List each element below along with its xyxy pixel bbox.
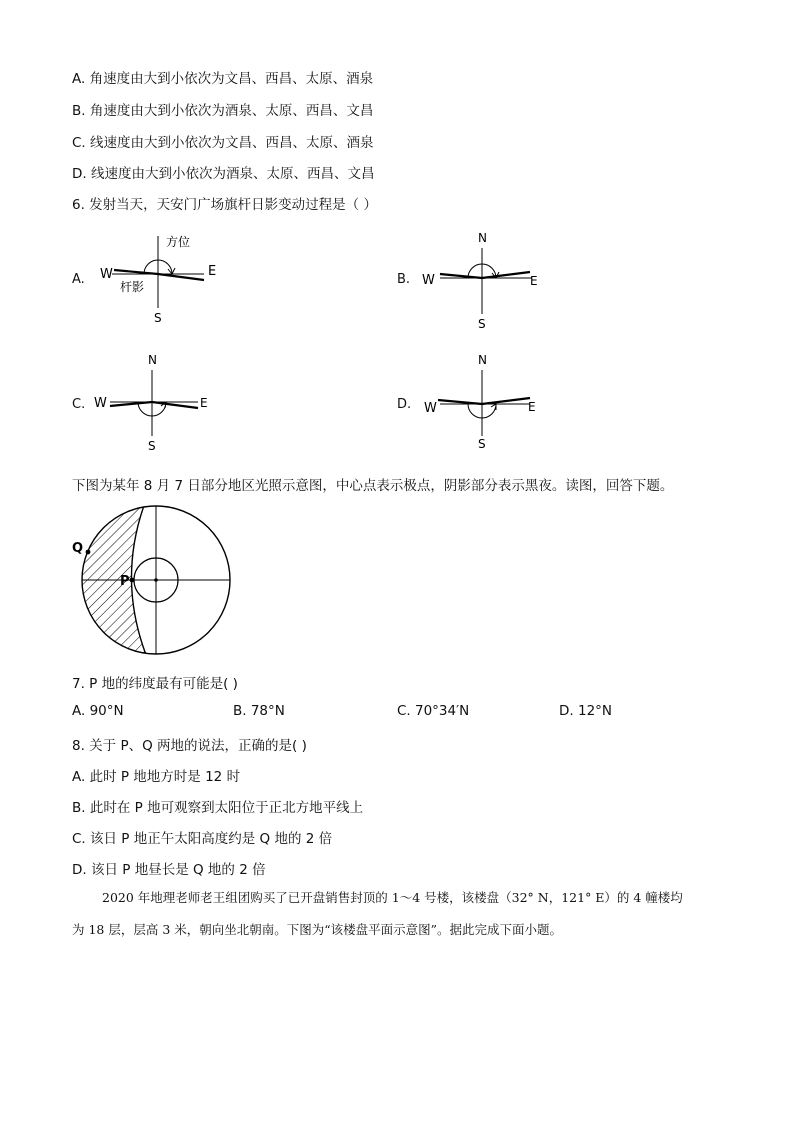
- b-west-label: W: [422, 273, 435, 288]
- q7-option-d: D. 12°N: [559, 703, 613, 719]
- a-west-label: W: [100, 267, 113, 282]
- figure-intro: 下图为某年 8 月 7 日部分地区光照示意图，中心点表示极点，阴影部分表示黑夜。读图，回答下题。: [72, 478, 674, 494]
- q6-label-b: B.: [397, 272, 411, 287]
- shadow-diagram-b: [418, 228, 558, 332]
- passage-line-2: 为 18 层，层高 3 米，朝向坐北朝南。下图为“该楼盘平面示意图”。据此完成下面小题。: [72, 922, 563, 937]
- passage-line-1-text: 2020 年地理老师老王组团购买了已开盘销售封顶的 1～4 号楼，该楼盘（32° N，121° E）的 4 幢楼均: [102, 890, 683, 905]
- d-west-label: W: [424, 401, 437, 416]
- point-p: [130, 578, 135, 583]
- q8-option-a: A. 此时 P 地地方时是 12 时: [72, 769, 241, 785]
- passage: [72, 882, 724, 946]
- pole-point: [154, 578, 158, 582]
- q-label: Q: [72, 541, 84, 556]
- q6-label-d: D.: [397, 397, 412, 412]
- d-north-label: N: [478, 353, 487, 367]
- c-west-label: W: [94, 396, 107, 411]
- a-south-label: S: [154, 311, 162, 325]
- q7-option-b: B. 78°N: [233, 703, 285, 719]
- q7-stem: 7. P 地的纬度最有可能是( ): [72, 676, 238, 692]
- shadow-diagram-c: [90, 350, 230, 454]
- shadow-diagram-d: [418, 350, 558, 454]
- b-east-label: E: [530, 274, 538, 288]
- q5-option-d: D. 线速度由大到小依次为酒泉、太原、西昌、文昌: [72, 166, 375, 182]
- polar-illumination-figure: [68, 500, 238, 660]
- point-q: [86, 550, 91, 555]
- d-east-label: E: [528, 400, 536, 414]
- q6-label-a: A.: [72, 272, 85, 287]
- q5-option-b: B. 角速度由大到小依次为酒泉、太原、西昌、文昌: [72, 103, 374, 119]
- q7-option-a: A. 90°N: [72, 703, 124, 719]
- q8-option-c: C. 该日 P 地正午太阳高度约是 Q 地的 2 倍: [72, 831, 333, 847]
- q8-option-b: B. 此时在 P 地可观察到太阳位于正北方地平线上: [72, 800, 364, 816]
- q7-option-c: C. 70°34′N: [397, 703, 470, 719]
- p-label: P: [120, 574, 130, 589]
- q8-stem: 8. 关于 P、Q 两地的说法，正确的是( ): [72, 738, 307, 754]
- q6-stem: 6. 发射当天，天安门广场旗杆日影变动过程是（ ）: [72, 197, 377, 213]
- a-east-label: E: [208, 264, 217, 279]
- q6-label-c: C.: [72, 397, 86, 412]
- passage-line-1: [72, 882, 724, 914]
- c-south-label: S: [148, 439, 156, 453]
- shadow-diagram-a: [90, 228, 230, 328]
- b-north-label: N: [478, 231, 487, 245]
- q8-option-d: D. 该日 P 地昼长是 Q 地的 2 倍: [72, 862, 266, 878]
- b-south-label: S: [478, 317, 486, 331]
- d-south-label: S: [478, 437, 486, 451]
- c-east-label: E: [200, 396, 208, 410]
- c-north-label: N: [148, 353, 157, 367]
- a-shadow-label: 杆影: [120, 280, 145, 294]
- q5-option-a: A. 角速度由大到小依次为文昌、西昌、太原、酒泉: [72, 71, 374, 87]
- q5-option-c: C. 线速度由大到小依次为文昌、西昌、太原、酒泉: [72, 135, 374, 151]
- a-direction-label: 方位: [166, 235, 191, 249]
